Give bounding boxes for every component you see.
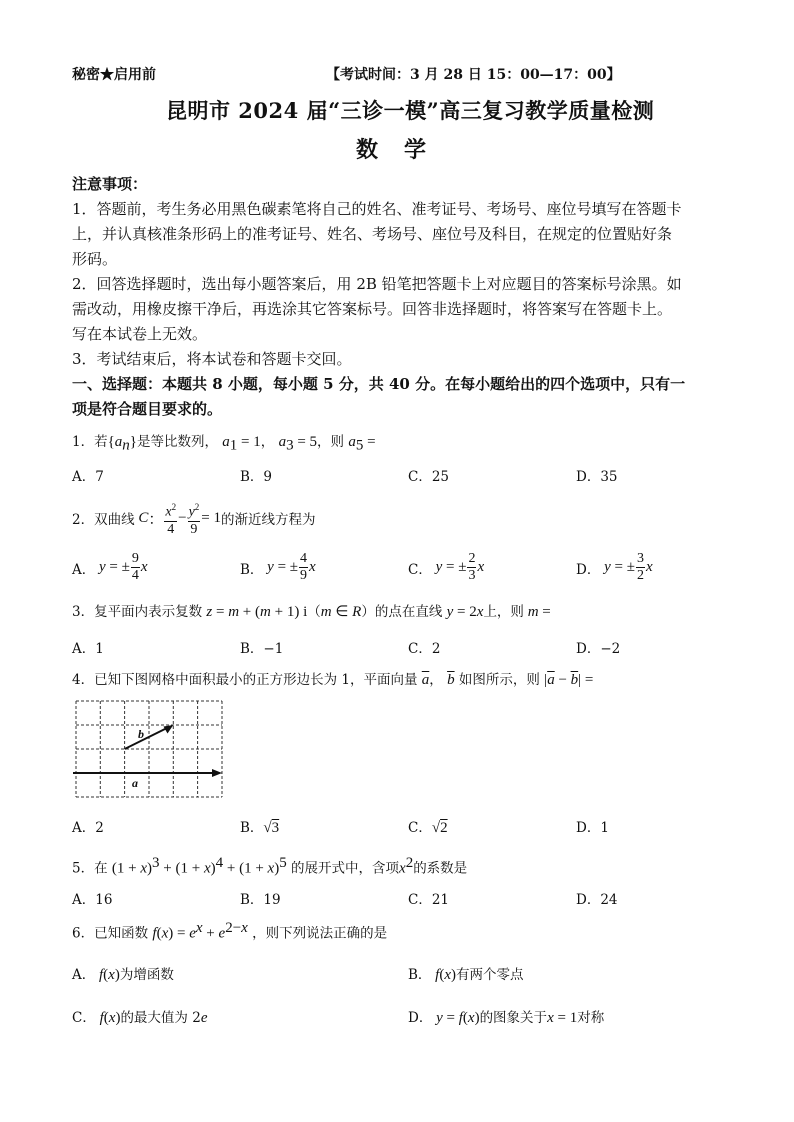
question-4: 4．已知下图网格中面积最小的正方形边长为 1，平面向量 $\overline{a}$， $\overline{b}$ 如图所示，则 $|\overline{a} - \overline{b}|$ =: [72, 672, 594, 688]
option-a[interactable]: A．1: [72, 641, 104, 657]
question-5: 5．在 $(1 + x)^3 + (1 + x)^4 + (1 + x)^5$ 的展开式中，含项$x^2$的系数是: [72, 855, 468, 877]
exam-time: 【考试时间：3 月 28 日 15：00—17：00】: [326, 67, 621, 83]
notice-line: 3．考试结束后，将本试卷和答题卡交回。: [72, 350, 352, 368]
vector-grid-figure: [70, 698, 226, 800]
page-title: 昆明市 2024 届“三诊一模”高三复习教学质量检测: [166, 98, 655, 123]
option-d[interactable]: D．24: [576, 892, 618, 908]
option-d[interactable]: D．−2: [576, 641, 621, 657]
option-d[interactable]: D．35: [576, 469, 618, 485]
option-a[interactable]: A．16: [72, 892, 113, 908]
option-d[interactable]: D．1: [576, 820, 609, 836]
vector-b-line: [125, 727, 169, 749]
secret-label: 秘密★启用前: [72, 67, 156, 83]
option-b[interactable]: B． f(x)有两个零点: [408, 967, 524, 983]
notice-heading: 注意事项：: [72, 175, 148, 193]
option-d[interactable]: D． y = ± $\frac{3}{2}$ x: [576, 551, 653, 583]
option-c[interactable]: C． y = ± $\frac{2}{3}$ x: [408, 551, 485, 583]
section-heading: 一、选择题：本题共 8 小题，每小题 5 分，共 40 分。在每小题给出的四个选项中，只有一: [72, 375, 686, 393]
vector-a-label: a: [132, 776, 138, 790]
option-d[interactable]: D． y = f(x)的图象关于x = 1对称: [408, 1010, 605, 1026]
question-2: 2． 双曲线 C ： $\frac{x^2}{4}$ − $\frac{y^2}{9}$ = 1 的渐近线方程为: [72, 499, 316, 538]
option-a[interactable]: A． y = ± $\frac{9}{4}$ x: [72, 551, 148, 583]
option-a[interactable]: A． f(x)为增函数: [72, 967, 174, 983]
notice-line: 上，并认真核准条形码上的准考证号、姓名、考场号、座位号及科目，在规定的位置贴好条: [72, 225, 673, 243]
vector-a-arrowhead: [212, 769, 222, 777]
notice-line: 1．答题前，考生务必用黑色碳素笔将自己的姓名、准考证号、考场号、座位号填写在答题卡: [72, 200, 682, 218]
question-6: 6．已知函数 $f(x) = e^x + e^{2-x}$ ，则下列说法正确的是: [72, 920, 388, 942]
question-3: 3．复平面内表示复数 z = m + (m + 1) i（m ∈ R）的点在直线 y = 2x上，则 m =: [72, 604, 551, 620]
option-b[interactable]: B．√3: [240, 820, 280, 836]
vector-b-label: b: [138, 727, 144, 741]
notice-line: 需改动，用橡皮擦干净后，再选涂其它答案标号。回答非选择题时，将答案写在答题卡上。: [72, 300, 673, 318]
question-1: 1．若$\{a_n\}$是等比数列， $a_1 = 1$， $a_3 = 5$，则 $a_5$ =: [72, 434, 376, 454]
option-b[interactable]: B．−1: [240, 641, 284, 657]
option-a[interactable]: A．2: [72, 820, 104, 836]
notice-line: 写在本试卷上无效。: [72, 325, 208, 343]
option-c[interactable]: C．2: [408, 641, 441, 657]
option-c[interactable]: C．21: [408, 892, 450, 908]
notice-line: 形码。: [72, 250, 118, 268]
option-b[interactable]: B． y = ± $\frac{4}{9}$ x: [240, 551, 316, 583]
option-c[interactable]: C． f(x)的最大值为 2e: [72, 1010, 208, 1026]
subject-title: 数学: [356, 137, 453, 163]
option-c[interactable]: C．√2: [408, 820, 448, 836]
section-heading-cont: 项是符合题目要求的。: [72, 400, 223, 418]
option-b[interactable]: B．19: [240, 892, 281, 908]
option-b[interactable]: B．9: [240, 469, 273, 485]
option-a[interactable]: A．7: [72, 469, 104, 485]
option-c[interactable]: C．25: [408, 469, 450, 485]
notice-line: 2．回答选择题时，选出每小题答案后，用 2B 铅笔把答题卡上对应题目的答案标号涂黑。如: [72, 275, 682, 293]
